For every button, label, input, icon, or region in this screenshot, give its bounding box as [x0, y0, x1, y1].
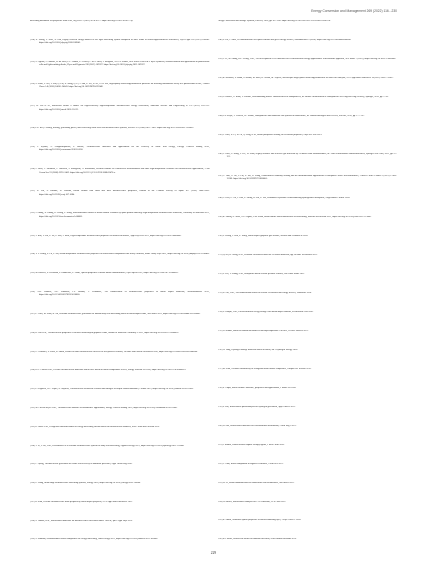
reference-columns [30, 20, 397, 542]
reference-entry: [126] A.B. Ivanova, A.E. Lukianov, I.V. Bodnar, T. Fernandez, The enhancement of thermoelectric properties in boron doped materials, Semiconductors 2015, https://doi.org/10.1134/S1063782615010000. [30, 290, 210, 297]
reference-entry: [160] D. Das, Boron-based materials for environmental remediation, Chem Eng J 2021. [217, 424, 297, 427]
reference-entry: [117] W. Wu et al., Boron-rich solids: a chance for high-efficiency high-temperature thermoelectric energy conversion, Materials Science and Engineering B 176 (2011) 228–232. https://doi.org/10.1016/j.mseb.2010.11.012. [30, 105, 210, 111]
reference-entry: [146] J. Chen, A. Wang, Y. Lee, W. Zhao, Highly sensitive and selective gas detection by 2D metal oxide nanostructures, in: Three-Dimensional Nanoarchitectures, Springer New York, 2011, pp. 97–121. [217, 152, 397, 159]
reference-entry: [121] X. Liu, S. Kimura, H. Yoshida, Boron carbide thin films and their thermoelectric properties, Journal of the Ceramic Society of Japan 107 (1999) 1084–1089. https://doi.org/10.2109/jcersj.107.1084. [30, 190, 210, 196]
reference-entry: [145] J. Chen, X. Li, W. Fu, Q. Yang, et al., Boron phosphene sensing via electronic properties, Phys Rev Lett 2019. [217, 133, 323, 136]
page-header [30, 6, 397, 16]
reference-entry: [119] T. Kyratsi, A. Anagnostopoulos, P. Nikolic, Thermoelectric materials and applications for the recovery of waste heat energy, Energy Convers Manag 2016, https://doi.org/10.1016/j.enconman.2016.10.056. [30, 146, 210, 152]
reference-entry: [116] A. Zhou, Y. Wu, Y. Zhu, Q. Liu, X. Wang, Q. Li, J. Sun, Z. Lei, X. He, Z.-H. Liu, High-quality boron-dipyrromethene quencher for reducing nonradiative decay in a photovoltaic device, J Mater Chem A 8 (2020) 24036–24043. https://doi.org/10.1039/D0TA07624K. [30, 83, 210, 89]
page-number: 229 [210, 551, 217, 555]
reference-entry: [137] K. Kim, Flexible thermoelectric films prepared by boron doped polymers, ACS Appl Mater Interfaces 2021. [30, 500, 133, 503]
reference-entry: [149] K. Shafiq, N. Shah, A.S. Asghar, A.M. Khan, Boron nitride based nanosensors for biosensing, Biosens Bioelectron 2021, https://doi.org/10.1016/j.bios.2021.113000. [217, 216, 372, 219]
reference-entry: [131] P. Nogueira, H.C. Lopes, N. Siqueira, Thermoelectric behaviour of boron and nitrogen co-doped carbon nanotubes, Carbon 2019, https://doi.org/10.1016/j.carbon.2019.01.000. [30, 388, 194, 391]
reference-entry: [165] R. Smith, Nonlinear optical properties of boron-containing dyes, J Phys Chem C 2020. [217, 519, 302, 522]
reference-entry: [150] Y. Zhang, J. Hou, Z. Wang, Boron doped graphene gas sensors, Sensors and Actuators B 2020. [217, 235, 309, 238]
reference-entry: [114] X. Zhang, Y. Xiao, X. Zhu, Highly efficient energy transfer in the light harvesting system composed of three kinds of boron-dipyrromethene derivatives, Dyes Pigm 185 (2021) 108946. https://doi.org/10.1016/j.dyepig.2020.108946. [30, 38, 210, 45]
reference-entry: [151] Q. Hu, K. Wang, et al., Wearable electronics based on 2D boron materials, npj Flexible Electronics 2022. [217, 254, 318, 257]
reference-entry: Energy Conversion and Storage Systems, Elsevier, 2020, pp. 417–436. https://doi.org/10.1016/B978-0-12-819500-1.00013-4. [217, 20, 331, 22]
reference-entry: [166] B. Fischer, Boron-rich solids for radiation detection, Nucl Instrum Methods 2019. [217, 538, 297, 541]
reference-entry: [136] Z. Wang, Multi-stage thermoelectric harvesting systems, Energy 2020, https://doi.org/10.1016/j.energy.2020.118000. [30, 482, 141, 485]
reference-entry: [156] H. Yang, Hydrogen storage materials based on boron, Int J Hydrogen Energy 2020. [217, 348, 298, 351]
reference-entry: [163] W. Li, Boron nanomaterials for biomedicine and theranostics, Adv Mater 2022. [217, 481, 295, 484]
reference-entry: [133] D. Jones et al., Design and characterization of energy harvesting circuits based on thermoelectric modules, IEEE Trans Ind Electron 2019. [30, 425, 160, 428]
reference-entry: [158] S. Gupta, Boron carbide: structure, properties and applications, J Mater Sci 2020. [217, 386, 297, 389]
reference-entry: [157] M. Park, Thermal conductivity of hexagonal boron nitride composites, Compos Sci Technol 2019. [217, 367, 312, 370]
reference-entry: [147] C. Hou, G. Tai, Y. Liu, Z. Wu, X. Liang, Ultrasensitive humidity sensing and the multifunctional applications of borophene–MoS2 heterostructures, J Mater Chem A Mater 9 (2021) 13100–13106. https://doi.org/10.1039/D1TA00000A. [217, 174, 397, 181]
reference-entry: [122] J. Zhang, X. Huang, H. Zhang, Y. Wang, Microstructural control of boron carbide ceramics by spark plasma sintering: high-temperature thermoelectric behaviour, Chemistry of Materials 2021, https://doi.org/10.1021/acs.chemmater.1c00000. [30, 212, 210, 218]
reference-column-right [218, 20, 398, 542]
reference-entry: [132] M. Cuervo-Reyes et al., Thermoelectric modules for automotive applications, Energy Convers Manag 2019, https://doi.org/10.1016/j.enconman.2019.01.000. [30, 406, 178, 409]
header-citation: Energy Conversion and Management 269 (2022) 116...230 [311, 9, 397, 13]
reference-entry: [142] K. Kaisarov, P. Jakub, S. Kamal, M. Brzil, B. Novák, M. Vojtěch, Mesoscopic single-phase boron dipyrromethene as solar fuel catalysts, ACS Appl Mater Interfaces 14 (2022) 26027–26037. [217, 76, 394, 79]
reference-entry: [143] A. Kauser, G. Khan, Y. Pachari, Understanding surface characteristics of nanoparticles, in: Surface Modification of Nanoparticles for Targeted Drug Delivery, Springer, 2019, pp. 1–20. [217, 95, 389, 98]
reference-entry: [155] N. Kumar, Boron in lithium-ion batteries and supercapacitors: a review, J Power Sources 2021. [217, 329, 309, 332]
reference-entry: [161] J. Ramos, Boron neutron capture therapy agents, J Med Chem 2020. [217, 443, 285, 446]
reference-entry: [120] F. Mori, T. Takimoto, T. Takeuchi, Y. Mizuguchi, A. Kawamura, Electron transfer in a boron-rich semiconductor and other high-temperature ceramics for thermoelectric applications, J Am Ceram Soc 91 (2008) 2393–2402. https://doi.org/10.1111/j.1551-2916.2008.02470.x. [30, 168, 210, 174]
reference-entry: [139] A. Rahman, Nanostructured boron composites for energy harvesting, Nano Energy 2021, https://doi.org/10.1016/j.nanoen.2021.106000. [30, 538, 158, 541]
reference-entry: [124] Y. Y. Zhang, S. Lu, Y. Shi, Room-temperature thermoelectric properties of boron-based compounds with heavy elements, Mater Today Phys 2021, https://doi.org/10.1016/j.mtphys.2021.100400. [30, 253, 210, 256]
reference-entry: [123] T. Kan, Y. Liu, Z. Lu, Z. Sun, T. Mori, High-temperature thermoelectric properties of boron-rich borides, Appl Phys Lett 2021, https://doi.org/10.1063/5.0040000. [30, 234, 182, 237]
reference-entry: [138] S. Tanaka, et al., Boron-based materials for thermoelectric conversion above 1000 K, Jpn J Appl Phys 2019. [30, 519, 133, 522]
reference-entry: harvesting membrane for polymeric solar cells, Org Lett 13 (2011) 4574–4577. https://doi.org/10.1021/ol201779y. [30, 20, 134, 22]
reference-entry: [127] L. Chen, M. Zhao, B. Xu, Wearable thermoelectric generators for human body heat harvesting based on boron-doped films, Adv Mater 2022, https://doi.org/10.1002/adma.202100000. [30, 313, 201, 316]
reference-entry: [140] L. Pal, J. Sahu, 2D nanostructures for optoelectronic and green energy devices, Nanomaterials 9 (2020). https://doi.org/10.3390/nano9000000. [217, 38, 352, 41]
reference-entry: [125] M. Bouvier, E. Pressman, P. Haumesser, P. Thom, Optical properties of boron nitride nanostructures, Opt Express 2011, https://doi.org/10.1364/OE.19.000001. [30, 272, 179, 275]
reference-entry: [144] A.P. Koyle, J. Ferreira, J.L. Sobral, Nanoparticles and nanoscale bio systems in biomedicine, in: Nanotechnologies and Devices, Elsevier, 2019, pp. 177–197. [217, 114, 365, 117]
reference-entry: [118] L.E. Bell, Cooling, heating, generating power, and recovering waste heat with thermoelectric systems, Science 321 (2008) 1457–1461. https://doi.org/10.1126/science.1158899. [30, 127, 194, 130]
reference-entry: [159] P. Luo, Boron-based photocatalysts for hydrogen generation, Appl Catal B 2021. [217, 405, 296, 408]
reference-entry: [164] H. Müller, Boron-based catalysts for CO2 reduction, ACS Catal 2021. [217, 500, 287, 503]
reference-entry: [134] T. Li, F. Xu, et al., Performance of a wearable thermoelectric system for body heat harvesting, Applied Energy 2021, https://doi.org/10.1016/j.apenergy.2021.116000. [30, 444, 185, 447]
reference-entry: [148] C. Hou, G. Tai, J. Hao, L. Sheng, B. Liu, Z. Wu, Ultrastable crystalline semiconducting hydrogenated borophene, Angewandte Chemie 2020. [217, 197, 351, 200]
reference-entry: [153] X. Liu, et al., Two-dimensional boron for flexible electronics and energy devices, Nanoscale 2020. [217, 292, 312, 295]
reference-entry: [141] T. Li, M. Zhang, K.L. Leung, et al., The development of 2D materials for electrochemical energy applications: a mechanistic approach, APL Mater 7 (2019), https://doi.org/10.1063/1.5000000. [217, 57, 396, 60]
reference-entry: [135] C. Qiang, Thermoelectric generators for waste heat recovery in industrial processes, Appl Therm Eng 2020. [30, 463, 133, 466]
reference-entry: [128] B. Tsai et al., Thermoelectric properties of flexible boron-doped graphene films, Journal of Materials Chemistry A 2021, https://doi.org/10.1039/D1TA00000A. [30, 331, 179, 334]
reference-entry: [129] G. Gonzalez, S. Zhou, R. Smith, Printed flexible thermoelectric devices for self-powered sensors, Flexible and Printed Electronics 2020, https://doi.org/10.1088/2058-8585/ab0000. [30, 350, 198, 353]
reference-entry: [152] Y. Lin, Y. Zhang, et al., Borophene-based flexible pressure sensors, Adv Funct Mater 2021. [217, 273, 305, 276]
reference-entry: [115] A. Agnius, J. Fanlotsi, W. da Silva, L.C. Santos, L. Alcácer, C.M.A. Brett, J. Morgado, A.J.F.N. Sobral, New series of BODIPY dyes: synthesis, characterization and applications in photovoltaic cells and light-emitting diodes, Dyes and Pigments 190 (2021) 109327. https://doi.org/10.1016/j.dyepig.2021.109327. [30, 60, 210, 67]
reference-entry: [130] R.A. Ciorcan et al., Flexible thermoelectric materials and devices based on boron compounds: review, Energy Environ Sci 2020, https://doi.org/10.1039/C9EE00000A. [30, 369, 187, 372]
reference-entry: [154] L. Ranjan, et al., Electrochemical energy storage with boron-doped carbons, Electrochim Acta 2020. [217, 310, 314, 313]
reference-column-left [30, 20, 210, 542]
reference-entry: [162] T. Ohta, Boron compounds in organic electronics, Chem Rev 2021. [217, 462, 284, 465]
